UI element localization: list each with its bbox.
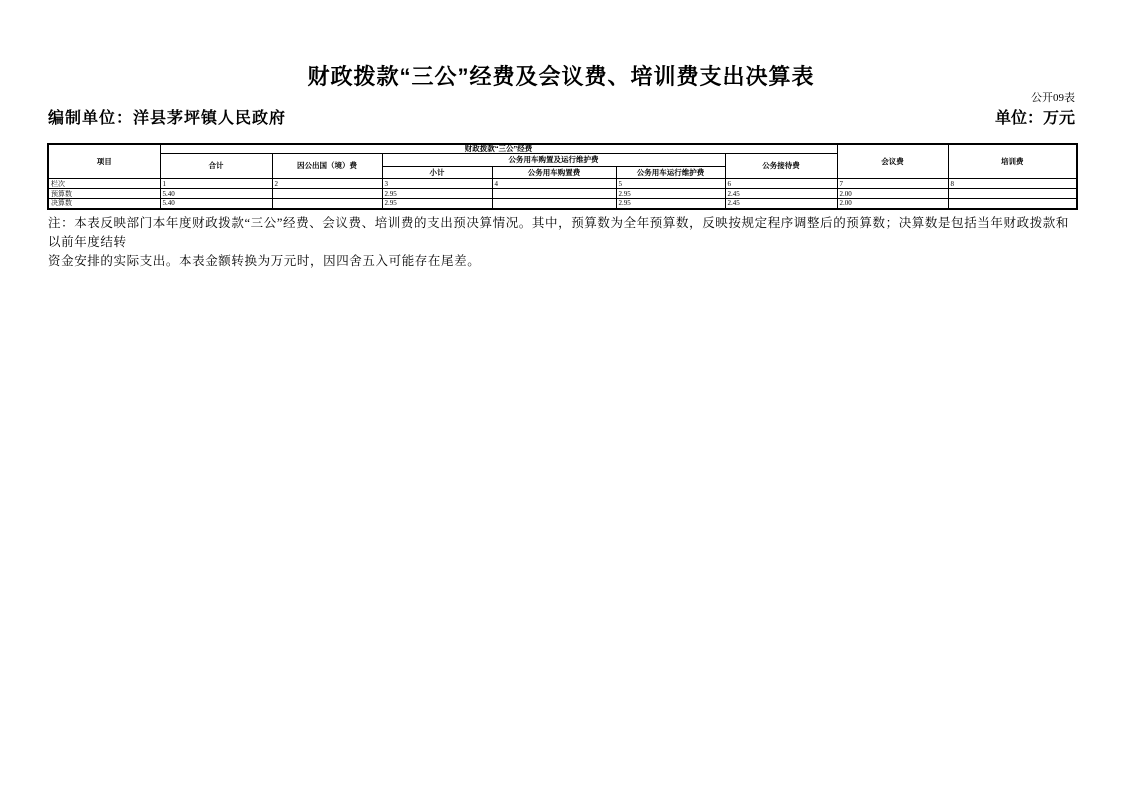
cell: 2.00: [837, 199, 948, 209]
header-reception-fee: 公务接待费: [725, 154, 837, 179]
cell: 6: [725, 179, 837, 189]
unit-label: 单位：万元: [994, 110, 1075, 127]
header-training-fee: 培训费: [948, 144, 1077, 179]
cell: 2.95: [382, 189, 492, 199]
cell: 2.00: [837, 189, 948, 199]
cell: 5.40: [160, 189, 272, 199]
cell: [272, 199, 382, 209]
cell: 2.95: [616, 199, 725, 209]
cell: [948, 199, 1077, 209]
prepare-unit-label: 编制单位：洋县茅坪镇人民政府: [48, 110, 287, 127]
cell: [492, 199, 616, 209]
header-meeting-fee: 会议费: [837, 144, 948, 179]
cell: 2.95: [616, 189, 725, 199]
cell: 3: [382, 179, 492, 189]
decision-table: [47, 143, 1078, 210]
footnote-line2: 资金安排的实际支出。本表金额转换为万元时，因四舍五入可能存在尾差。: [48, 254, 481, 268]
header-abroad-fee: 因公出国（境）费: [272, 154, 382, 179]
cell: 5.40: [160, 199, 272, 209]
header-item: 项目: [48, 144, 160, 179]
cell: 5: [616, 179, 725, 189]
cell: [492, 189, 616, 199]
header-vehicle-maintenance: 公务用车运行维护费: [616, 167, 725, 179]
row-label: 预算数: [48, 189, 160, 199]
form-code-label: 公开09表: [1031, 92, 1075, 104]
cell: 1: [160, 179, 272, 189]
row-label: 栏次: [48, 179, 160, 189]
row-label: 决算数: [48, 199, 160, 209]
cell: [948, 189, 1077, 199]
footnote-line1: 注：本表反映部门本年度财政拨款“三公”经费、会议费、培训费的支出预决算情况。其中，预算数为全年预算数，反映按规定程序调整后的预算数；决算数是包括当年财政拨款和以前年度结转: [48, 216, 1069, 249]
page-title: 财政拨款“三公”经费及会议费、培训费支出决算表: [307, 64, 815, 89]
decision-table-wrap: [47, 143, 1076, 210]
footnote: [48, 214, 1080, 271]
cell: 7: [837, 179, 948, 189]
cell: 8: [948, 179, 1077, 189]
table-row-column-index: [48, 179, 1077, 189]
header-vehicle-purchase: 公务用车购置费: [492, 167, 616, 179]
header-vehicle-group: 公务用车购置及运行维护费: [382, 154, 725, 167]
cell: 2.45: [725, 189, 837, 199]
header-total: 合计: [160, 154, 272, 179]
table-row-budget: [48, 189, 1077, 199]
cell: 4: [492, 179, 616, 189]
cell: 2.95: [382, 199, 492, 209]
cell: [272, 189, 382, 199]
cell: 2: [272, 179, 382, 189]
cell: 2.45: [725, 199, 837, 209]
header-group-sangong: 财政拨款“三公”经费: [160, 144, 837, 154]
table-row-final: [48, 199, 1077, 209]
header-vehicle-subtotal: 小计: [382, 167, 492, 179]
